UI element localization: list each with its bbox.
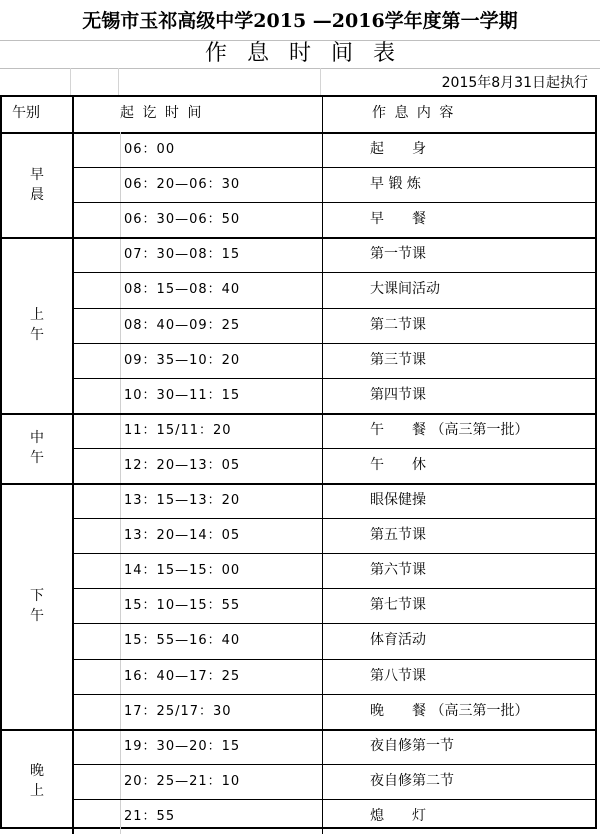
content-cell: 午 餐 （高三第一批）: [370, 421, 529, 438]
h-rule: [72, 799, 595, 800]
time-cell: 17：25/17：30: [124, 703, 232, 719]
segment-label: [2, 761, 72, 801]
content-cell: 早 餐: [370, 211, 426, 228]
segment-label: [2, 428, 72, 468]
segment-label: [2, 586, 72, 626]
time-cell: 19：30—20：15: [124, 738, 241, 754]
v-rule: [322, 97, 323, 834]
h-rule: [2, 483, 595, 485]
schedule-table: [0, 95, 597, 829]
time-cell: 08：15—08：40: [124, 282, 241, 298]
h-rule: [72, 518, 595, 519]
content-cell: 第一节课: [370, 246, 426, 263]
segment-label: [2, 165, 72, 205]
h-rule: [72, 623, 595, 624]
time-cell: 11：15/11：20: [124, 422, 232, 438]
v-rule: [72, 97, 74, 834]
time-cell: 07：30—08：15: [124, 247, 241, 263]
h-rule: [72, 202, 595, 203]
h-rule: [72, 448, 595, 449]
header-period: 午别: [12, 105, 40, 121]
time-cell: 10：30—11：15: [124, 387, 241, 403]
time-cell: 06：30—06：50: [124, 212, 241, 228]
content-cell: 第七节课: [370, 597, 426, 614]
segment-label-char: 下: [30, 587, 44, 604]
effective-date: 2015年8月31日起执行: [441, 75, 588, 91]
time-cell: 08：40—09：25: [124, 317, 241, 333]
time-cell: 13：20—14：05: [124, 528, 241, 544]
h-rule: [72, 343, 595, 344]
h-rule: [72, 308, 595, 309]
segment-label-char: 午: [30, 449, 44, 466]
h-rule: [72, 167, 595, 168]
content-cell: 第八节课: [370, 667, 426, 684]
h-rule: [72, 378, 595, 379]
segment-label-char: 午: [30, 327, 44, 344]
h-rule: [2, 729, 595, 731]
segment-label-char: 上: [30, 307, 44, 324]
grid-line: [70, 68, 71, 95]
segment-label-char: 晨: [30, 186, 44, 203]
h-rule: [72, 764, 595, 765]
segment-label-char: 上: [30, 783, 44, 800]
schedule-title: 作息时间表: [204, 41, 415, 66]
content-cell: 体育活动: [370, 632, 426, 649]
h-rule: [2, 132, 595, 134]
content-cell: 熄 灯: [370, 807, 426, 824]
content-cell: 第四节课: [370, 386, 426, 403]
content-cell: 第六节课: [370, 562, 426, 579]
segment-label-char: 晚: [30, 763, 44, 780]
grid-line: [320, 68, 321, 95]
header-time: 起 讫 时 间: [120, 105, 204, 121]
time-cell: 14：15—15：00: [124, 563, 241, 579]
time-cell: 13：15—13：20: [124, 493, 241, 508]
segment-label: [2, 305, 72, 345]
school-title: 无锡市玉祁高级中学2015 —2016学年度第一学期: [82, 10, 518, 32]
content-cell: 午 休: [370, 456, 426, 473]
segment-label-char: 早: [30, 166, 44, 183]
time-cell: 15：10—15：55: [124, 598, 241, 614]
content-cell: 大课间活动: [370, 281, 440, 298]
h-rule: [2, 413, 595, 415]
segment-label-char: 中: [30, 429, 44, 446]
content-cell: 早 锻 炼: [370, 176, 421, 193]
segment-label-char: 午: [30, 607, 44, 624]
h-rule: [72, 272, 595, 273]
content-cell: 起 身: [370, 141, 426, 157]
content-cell: 眼保健操: [370, 492, 426, 508]
effective-row: [0, 68, 600, 95]
content-cell: 第五节课: [370, 527, 426, 544]
h-rule: [2, 237, 595, 239]
time-cell: 09：35—10：20: [124, 352, 241, 368]
content-cell: 晚 餐 （高三第一批）: [370, 702, 529, 719]
grid-line: [118, 68, 119, 95]
h-rule: [72, 659, 595, 660]
h-rule: [72, 694, 595, 695]
time-cell: 06：20—06：30: [124, 177, 241, 193]
time-cell: 16：40—17：25: [124, 668, 241, 684]
header-content: 作 息 内 容: [372, 105, 456, 121]
content-cell: 第二节课: [370, 316, 426, 333]
content-cell: 夜自修第二节: [370, 772, 454, 789]
h-rule: [72, 553, 595, 554]
time-cell: 12：20—13：05: [124, 457, 241, 473]
content-cell: 第三节课: [370, 351, 426, 368]
time-cell: 20：25—21：10: [124, 773, 241, 789]
time-cell: 21：55: [124, 808, 176, 824]
time-cell: 06：00: [124, 142, 176, 157]
content-cell: 夜自修第一节: [370, 737, 454, 754]
subtitle-row: [0, 40, 600, 69]
time-cell: 15：55—16：40: [124, 633, 241, 649]
h-rule: [72, 588, 595, 589]
title-row: [0, 0, 600, 41]
